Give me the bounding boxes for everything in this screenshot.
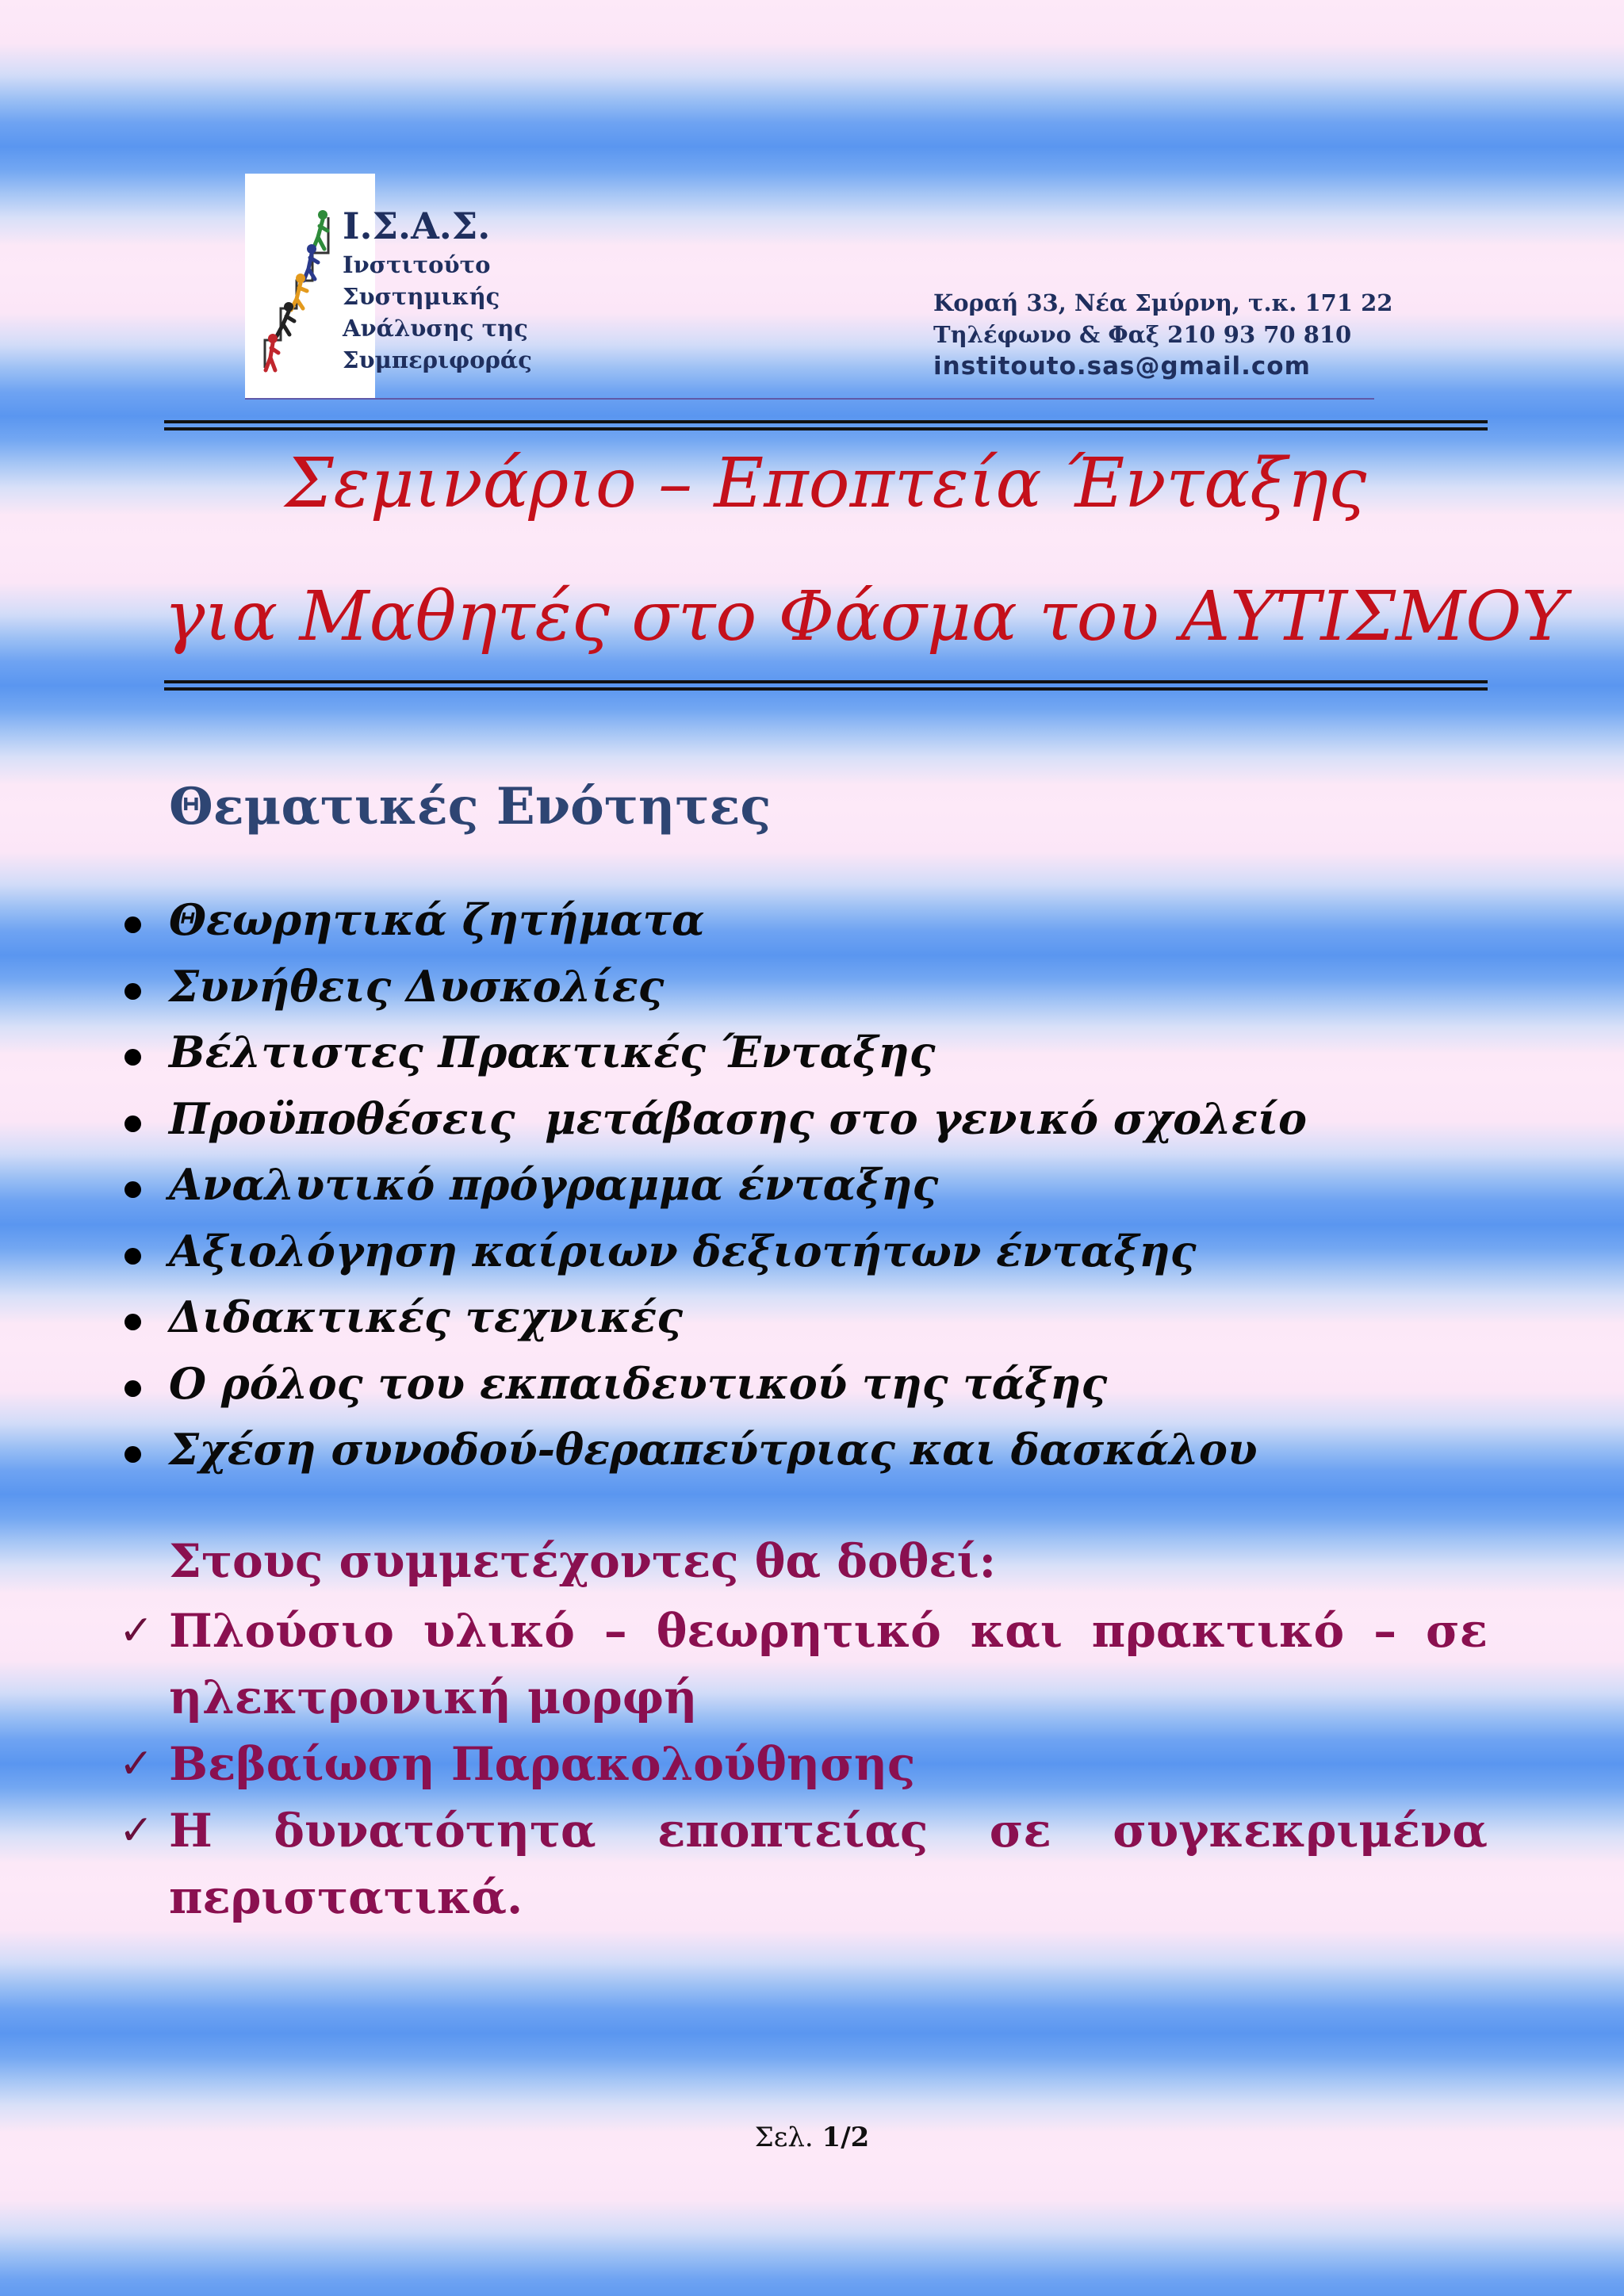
benefits-heading: Στους συμμετέχοντες θα δοθεί: bbox=[169, 1534, 997, 1588]
topic-text: Ο ρόλος του εκπαιδευτικού της τάξης bbox=[169, 1357, 1108, 1409]
topic-text: Διδακτικές τεχνικές bbox=[169, 1292, 683, 1342]
bullet-icon bbox=[124, 1380, 141, 1397]
topic-text: Συνήθεις Δυσκολίες bbox=[169, 960, 665, 1012]
checkmark-icon: ✓ bbox=[119, 1807, 154, 1854]
topic-text: Αξιολόγηση καίριων δεξιοτήτων ένταξης bbox=[169, 1225, 1197, 1276]
title-line-2: για Μαθητές στο Φάσμα του ΑΥΤΙΣΜΟΥ bbox=[164, 577, 1567, 656]
topic-text: Θεωρητικά ζητήματα bbox=[169, 894, 705, 945]
benefit-line: Πλούσιο υλικό – θεωρητικό και πρακτικό – σε bbox=[169, 1604, 1488, 1658]
institute-name-line: Ινστιτούτο bbox=[343, 251, 491, 278]
header-divider bbox=[245, 398, 1374, 400]
page-count: 1/2 bbox=[822, 2122, 870, 2153]
bullet-icon bbox=[124, 1314, 141, 1330]
bullet-icon bbox=[124, 1248, 141, 1265]
title-bottom-rule bbox=[164, 680, 1488, 691]
institute-name-line: Συμπεριφοράς bbox=[343, 346, 532, 373]
bullet-icon bbox=[124, 1115, 141, 1132]
benefit-line: Η δυνατότητα εποπτείας σε συγκεκριμένα bbox=[169, 1804, 1488, 1858]
institute-name-line: Ανάλυσης της bbox=[343, 315, 528, 342]
topics-heading: Θεματικές Ενότητες bbox=[169, 777, 772, 836]
topic-text: Βέλτιστες Πρακτικές Ένταξης bbox=[169, 1027, 936, 1077]
contact-address: Κοραή 33, Νέα Σμύρνη, τ.κ. 171 22 bbox=[933, 289, 1393, 316]
contact-phone: Τηλέφωνο & Φαξ 210 93 70 810 bbox=[933, 321, 1352, 348]
title-top-rule bbox=[164, 420, 1488, 430]
institute-name-line: Συστημικής bbox=[343, 283, 500, 310]
checkmark-icon: ✓ bbox=[119, 1607, 154, 1655]
topic-text: Σχέση συνοδού-θεραπεύτριας και δασκάλου bbox=[169, 1424, 1258, 1475]
benefit-line: Βεβαίωση Παρακολούθησης bbox=[169, 1737, 916, 1791]
bullet-icon bbox=[124, 1181, 141, 1198]
contact-info bbox=[933, 287, 1393, 382]
contact-email[interactable]: institouto.sas@gmail.com bbox=[933, 352, 1311, 381]
institute-acronym: Ι.Σ.Α.Σ. bbox=[343, 205, 491, 247]
benefit-text bbox=[169, 1797, 1488, 1931]
bullet-icon bbox=[124, 1446, 141, 1463]
topic-text: Προϋποθέσεις μετάβασης στο γενικό σχολείο bbox=[169, 1093, 1307, 1144]
checkmark-icon: ✓ bbox=[119, 1740, 154, 1788]
title-line-1: Σεμινάριο – Εποπτεία Ένταξης bbox=[285, 444, 1367, 523]
topic-text: Αναλυτικό πρόγραμμα ένταξης bbox=[169, 1159, 939, 1210]
benefit-text bbox=[169, 1598, 1488, 1731]
bullet-icon bbox=[124, 983, 141, 1000]
bullet-icon bbox=[124, 1049, 141, 1066]
ladder-climbers-icon bbox=[253, 205, 340, 380]
benefit-line: περιστατικά. bbox=[169, 1870, 523, 1924]
benefit-text bbox=[169, 1731, 1488, 1797]
benefit-line: ηλεκτρονική μορφή bbox=[169, 1670, 698, 1724]
page-prefix: Σελ. bbox=[754, 2122, 814, 2153]
page-number bbox=[0, 2122, 1624, 2153]
bullet-icon bbox=[124, 916, 141, 933]
institute-name-block bbox=[343, 203, 532, 376]
